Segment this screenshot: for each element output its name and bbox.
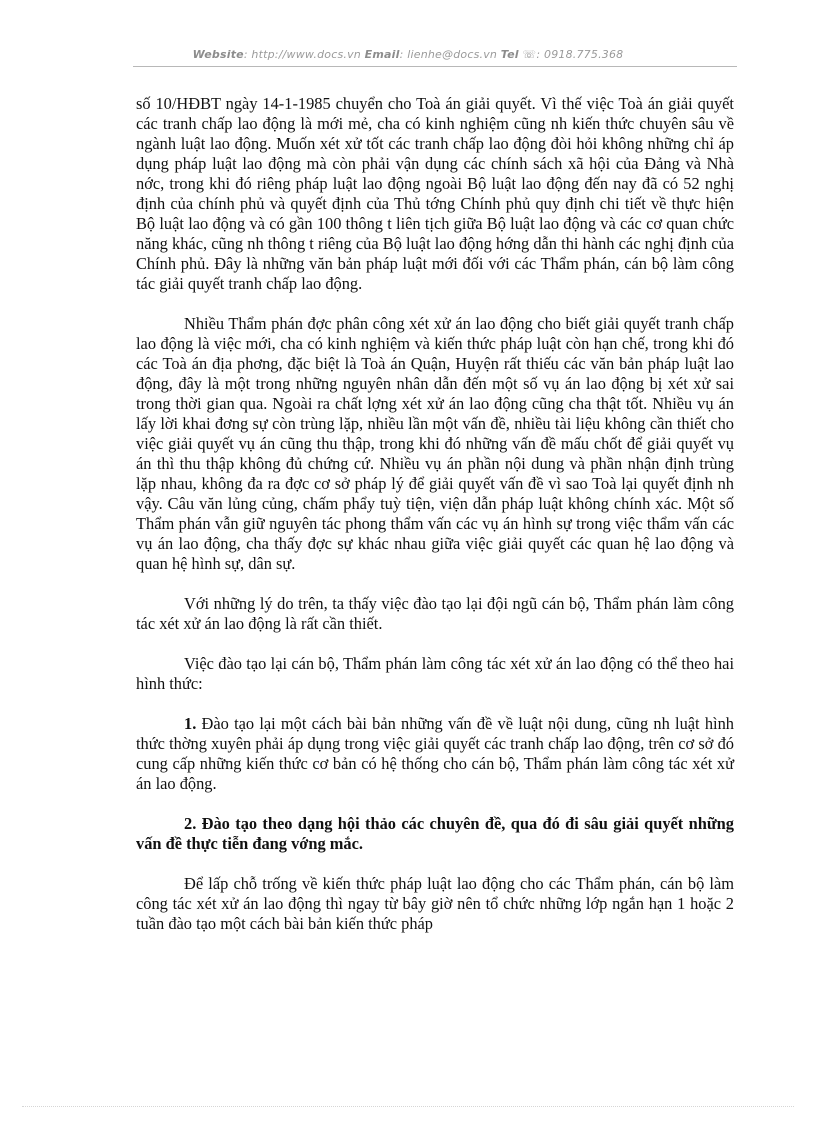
footer-divider bbox=[22, 1106, 794, 1107]
email-label: Email bbox=[364, 48, 400, 61]
tel-label: Tel bbox=[500, 48, 519, 61]
tel-value: : 0918.775.368 bbox=[536, 48, 624, 61]
list-item-2-heading: 2. Đào tạo theo dạng hội thảo các chuyên đề, qua đó đi sâu giải quyết những vấn đề thực tiễn đang vớng mắc. bbox=[136, 814, 734, 853]
list-item-1 bbox=[136, 714, 734, 794]
phone-icon: ☏ bbox=[522, 48, 537, 61]
paragraph-4: Việc đào tạo lại cán bộ, Thẩm phán làm công tác xét xử án lao động có thể theo hai hình thức: bbox=[136, 654, 734, 693]
paragraph-3: Với những lý do trên, ta thấy việc đào tạo lại đội ngũ cán bộ, Thẩm phán làm công tác xét xử án lao động là rất cần thiết. bbox=[136, 594, 734, 633]
website-value: : http://www.docs.vn bbox=[243, 48, 361, 61]
paragraph-7: Để lấp chỗ trống về kiến thức pháp luật lao động cho các Thẩm phán, cán bộ làm công tác xét xử án lao động thì ngay từ bây giờ nên tổ chức những lớp ngắn hạn 1 hoặc 2 tuần đào tạo một cách bài bản kiến thức pháp bbox=[136, 874, 734, 933]
website-label: Website bbox=[192, 48, 244, 61]
email-value: : lienhe@docs.vn bbox=[399, 48, 498, 61]
paragraph-1: số 10/HĐBT ngày 14-1-1985 chuyển cho Toà án giải quyết. Vì thế việc Toà án giải quyết các tranh chấp lao động là mới mẻ, cha có kinh nghiệm cũng nh kiến thức chuyên sâu về ngành luật lao động. Muốn xét xử tốt các tranh chấp lao động đòi hỏi không những chỉ áp dụng pháp luật lao động mà còn phải vận dụng các chính sách xã hội của Đảng và Nhà nớc, trong khi đó riêng pháp luật lao động ngoài Bộ luật lao động đến nay đã có 52 nghị định của chính phủ và quyết định của Thủ tớng Chính phủ quy định chi tiết về thực hiện Bộ luật lao động và có gần 100 thông t liên tịch giữa Bộ luật lao động và các cơ quan chức năng khác, cũng nh thông t riêng của Bộ luật lao động hớng dẫn thi hành các nghị định của Chính phủ. Đây là những văn bản pháp luật mới đối với các Thẩm phán, cán bộ làm công tác giải quyết tranh chấp lao động. bbox=[136, 94, 734, 293]
paragraph-2: Nhiều Thẩm phán đợc phân công xét xử án lao động cho biết giải quyết tranh chấp lao động là việc mới, cha có kinh nghiệm và kiến thức pháp luật còn hạn chế, trong khi đó các Toà án địa phơng, đặc biệt là Toà án Quận, Huyện rất thiếu các văn bản pháp luật lao động, đây là một trong những nguyên nhân dẫn đến một số vụ án lao động bị xét xử sai trong thời gian qua. Ngoài ra chất lợng xét xử án lao động cũng cha thật tốt. Nhiều vụ án lấy lời khai đơng sự còn trùng lặp, nhiều lần một vấn đề, nhiều tài liệu không cần thiết cho việc giải quyết vụ án cũng thu thập, trong khi đó những vấn đề mấu chốt để giải quyết vụ án thì thu thập không đủ chứng cứ. Nhiều vụ án phần nội dung và phần nhận định trùng lặp nhau, không đa ra đợc cơ sở pháp lý để giải quyết vấn đề vì sao Toà lại quyết định nh vậy. Câu văn lủng củng, chấm phẩy tuỳ tiện, viện dẫn pháp luật không chính xác. Một số Thẩm phán vẫn giữ nguyên tác phong thẩm vấn các vụ án hình sự trong việc thẩm vấn các vụ án lao động, cha thấy đợc sự khác nhau giữa việc giải quyết các quan hệ lao động và quan hệ hình sự, dân sự. bbox=[136, 314, 734, 573]
page-header bbox=[0, 48, 816, 61]
list-item-1-number: 1. bbox=[184, 714, 197, 733]
document-body bbox=[136, 94, 734, 954]
list-item-1-text: Đào tạo lại một cách bài bản những vấn đề về luật nội dung, cũng nh luật hình thức thờng xuyên phải áp dụng trong việc giải quyết các tranh chấp lao động, trên cơ sở đó cung cấp những kiến thức cơ bản có hệ thống cho cán bộ, Thẩm phán làm công tác xét xử án lao động. bbox=[136, 714, 734, 793]
header-divider bbox=[133, 66, 737, 67]
